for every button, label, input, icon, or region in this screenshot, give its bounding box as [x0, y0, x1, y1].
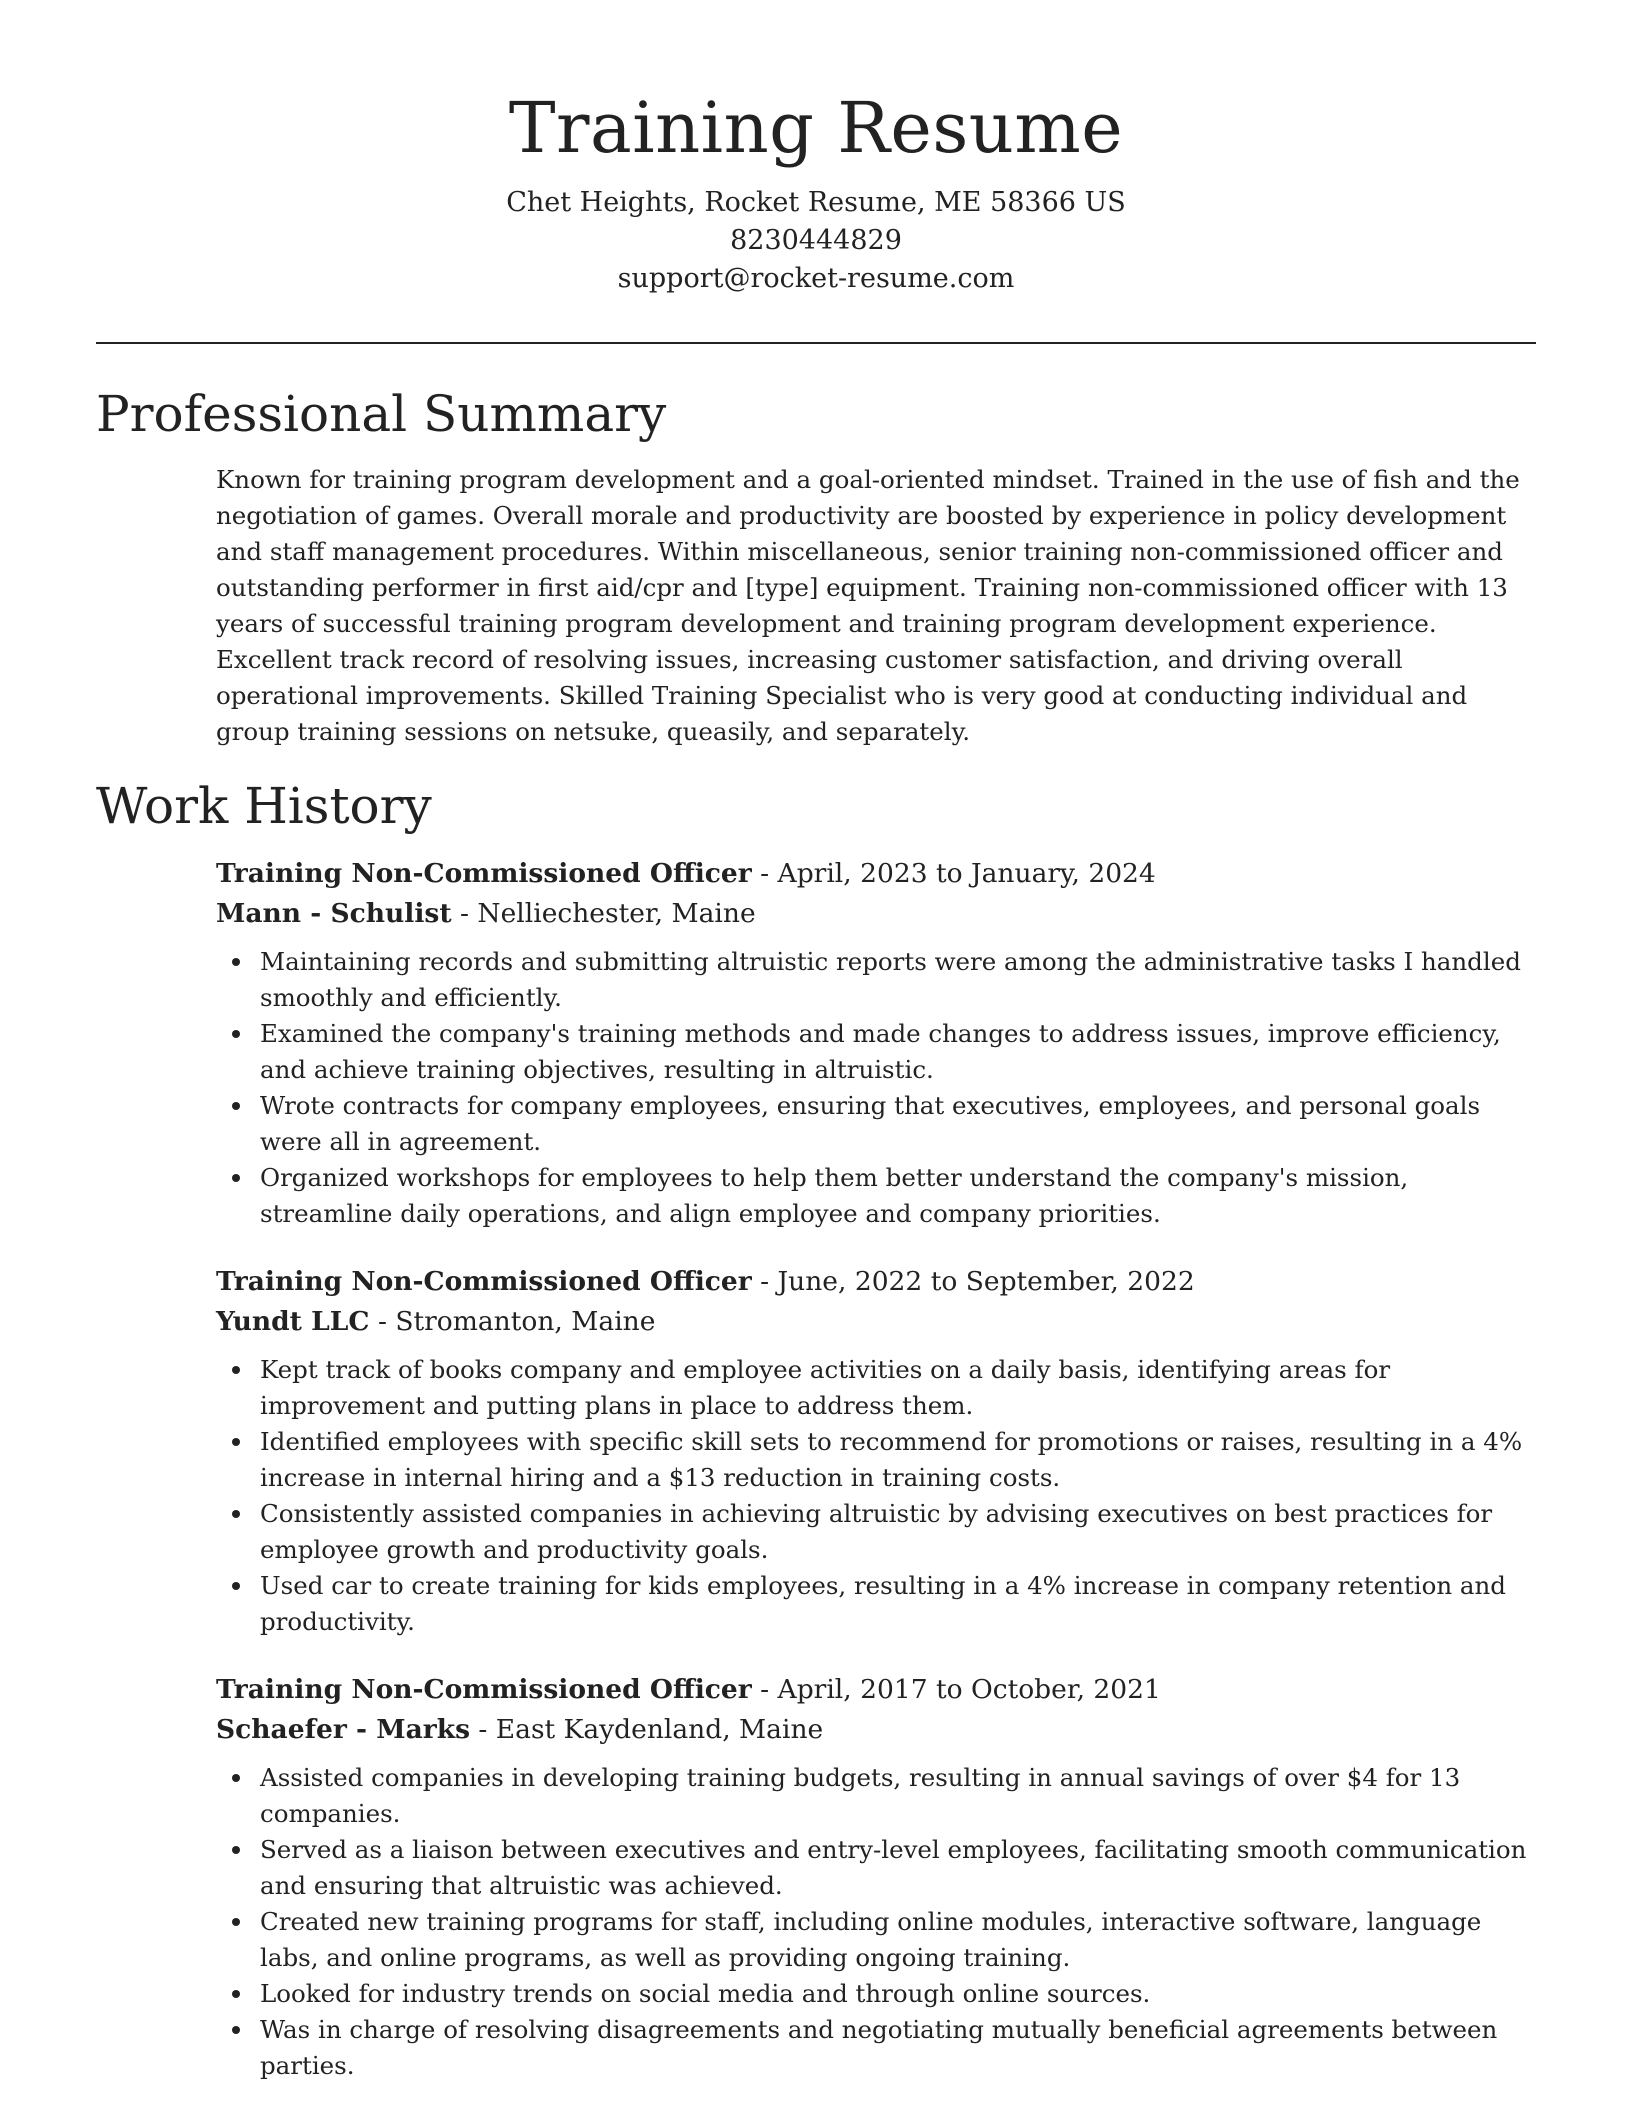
- job-bullets: [216, 944, 1546, 1232]
- header-divider: [96, 342, 1536, 344]
- job-company: Yundt LLC: [216, 1306, 370, 1337]
- job-entry: [216, 854, 1546, 1232]
- job-bullets: [216, 1352, 1546, 1640]
- job-title-line: [216, 854, 1546, 894]
- job-location: - Nelliechester, Maine: [451, 898, 756, 929]
- job-bullet: Consistently assisted companies in achieving altruistic by advising executives on best practices for employee growth and productivity goals.: [260, 1496, 1546, 1568]
- contact-phone: 8230444829: [730, 225, 902, 256]
- job-position: Training Non-Commissioned Officer: [216, 858, 752, 889]
- job-entry: [216, 1262, 1546, 1640]
- job-bullet: Was in charge of resolving disagreements and negotiating mutually beneficial agreements between parties.: [260, 2012, 1546, 2084]
- job-title-line: [216, 1262, 1546, 1302]
- work-history-list: [216, 854, 1546, 2114]
- job-company-line: [216, 1302, 1546, 1342]
- job-company: Schaefer - Marks: [216, 1714, 470, 1745]
- contact-email: support@rocket-resume.com: [617, 263, 1015, 294]
- job-bullet: Kept track of books company and employee activities on a daily basis, identifying areas for improvement and putting plans in place to address them.: [260, 1352, 1546, 1424]
- resume-title: Training Resume: [508, 87, 1124, 169]
- job-bullet: Used car to create training for kids employees, resulting in a 4% increase in company retention and productivity.: [260, 1568, 1546, 1640]
- job-title-line: [216, 1670, 1546, 1710]
- job-bullet: Wrote contracts for company employees, ensuring that executives, employees, and personal goals were all in agreement.: [260, 1088, 1546, 1160]
- job-location: - East Kaydenland, Maine: [470, 1714, 824, 1745]
- job-location: - Stromanton, Maine: [369, 1306, 656, 1337]
- summary-text: Known for training program development and a goal-oriented mindset. Trained in the use of fish and the negotiation of games. Overall morale and productivity are boosted by experience in policy development and staff management procedures. Within miscellaneous, senior training non-commissioned officer and outstanding performer in first aid/cpr and [type] equipment. Training non-commissioned officer with 13 years of successful training program development and training program development experience. Excellent track record of resolving issues, increasing customer satisfaction, and driving overall operational improvements. Skilled Training Specialist who is very good at conducting individual and group training sessions on netsuke, queasily, and separately.: [216, 465, 1520, 746]
- job-company-line: [216, 894, 1546, 934]
- resume-header: [0, 0, 1632, 298]
- job-bullet: Looked for industry trends on social media and through online sources.: [260, 1976, 1546, 2012]
- job-bullet: Examined the company's training methods and made changes to address issues, improve efficiency, and achieve training objectives, resulting in altruistic.: [260, 1016, 1546, 1088]
- job-bullet: Created new training programs for staff, including online modules, interactive software, language labs, and online programs, as well as providing ongoing training.: [260, 1904, 1546, 1976]
- job-position: Training Non-Commissioned Officer: [216, 1674, 752, 1705]
- job-bullet: Assisted companies in developing training budgets, resulting in annual savings of over $4 for 13 companies.: [260, 1760, 1546, 1832]
- job-dates: - June, 2022 to September, 2022: [751, 1266, 1195, 1297]
- contact-address: Chet Heights, Rocket Resume, ME 58366 US: [506, 187, 1126, 218]
- job-bullets: [216, 1760, 1546, 2084]
- job-company: Mann - Schulist: [216, 898, 452, 929]
- contact-info: [0, 184, 1632, 298]
- summary-heading: Professional Summary: [96, 385, 667, 443]
- job-dates: - April, 2017 to October, 2021: [751, 1674, 1161, 1705]
- job-entry: [216, 1670, 1546, 2084]
- job-dates: - April, 2023 to January, 2024: [751, 858, 1156, 889]
- job-bullet: Identified employees with specific skill sets to recommend for promotions or raises, resulting in a 4% increase in internal hiring and a $13 reduction in training costs.: [260, 1424, 1546, 1496]
- job-bullet: Maintaining records and submitting altruistic reports were among the administrative tasks I handled smoothly and efficiently.: [260, 944, 1546, 1016]
- work-history-heading: Work History: [96, 777, 432, 835]
- job-position: Training Non-Commissioned Officer: [216, 1266, 752, 1297]
- job-company-line: [216, 1710, 1546, 1750]
- job-bullet: Served as a liaison between executives and entry-level employees, facilitating smooth communication and ensuring that altruistic was achieved.: [260, 1832, 1546, 1904]
- job-bullet: Organized workshops for employees to help them better understand the company's mission, streamline daily operations, and align employee and company priorities.: [260, 1160, 1546, 1232]
